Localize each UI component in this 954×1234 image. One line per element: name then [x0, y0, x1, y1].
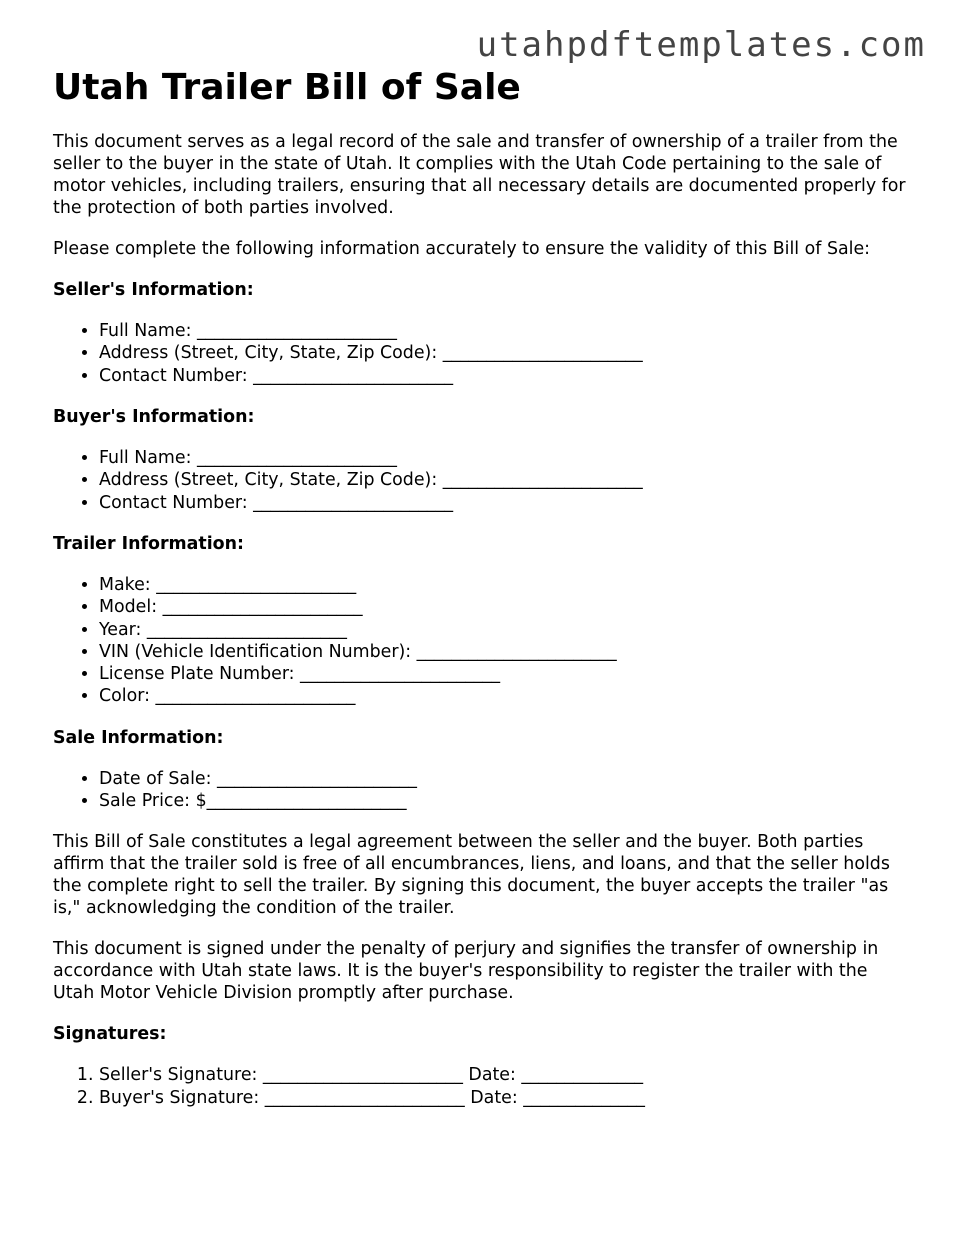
- trailer-model-field: • Model: _______________________: [99, 596, 913, 618]
- perjury-paragraph: This document is signed under the penalty of perjury and signifies the transfer of ownership in accordance with Utah state laws. It is the buyer's responsibility to register the trailer with the Utah Motor Vehicle Division promptly after purchase.: [53, 939, 879, 1004]
- trailer-plate-field: • License Plate Number: _______________________: [99, 663, 913, 685]
- trailer-heading: Trailer Information:: [53, 533, 244, 554]
- buyer-heading: Buyer's Information:: [53, 407, 255, 428]
- seller-full-name-field: • Full Name: _______________________: [99, 320, 913, 342]
- trailer-year-field: • Year: _______________________: [99, 619, 913, 641]
- buyer-list: [53, 447, 913, 514]
- signatures-heading: Signatures:: [53, 1024, 167, 1045]
- sale-date-field: • Date of Sale: _______________________: [99, 768, 913, 790]
- agreement-paragraph: This Bill of Sale constitutes a legal agreement between the seller and the buyer. Both parties affirm that the trailer sold is free of all encumbrances, liens, and loans, and that the seller holds the complete right to sell the trailer. By signing this document, the buyer accepts the trailer "as is," acknowledging the condition of the trailer.: [53, 832, 890, 919]
- seller-heading: Seller's Information:: [53, 280, 254, 301]
- buyer-signature-line: 2. Buyer's Signature: _______________________ Date: ______________: [99, 1087, 913, 1109]
- intro-paragraph: This document serves as a legal record of the sale and transfer of ownership of a trailer from the seller to the buyer in the state of Utah. It complies with the Utah Code pertaining to the sale of motor vehicles, including trailers, ensuring that all necessary details are documented properly for the protection of both parties involved.: [53, 132, 906, 219]
- document-body: [53, 66, 913, 1128]
- buyer-address-field: • Address (Street, City, State, Zip Code): _______________________: [99, 469, 913, 491]
- seller-signature-line: 1. Seller's Signature: _______________________ Date: ______________: [99, 1064, 913, 1086]
- trailer-list: [53, 574, 913, 708]
- trailer-color-field: • Color: _______________________: [99, 685, 913, 707]
- document-title: Utah Trailer Bill of Sale: [53, 67, 521, 108]
- seller-address-field: • Address (Street, City, State, Zip Code): _______________________: [99, 342, 913, 364]
- seller-contact-field: • Contact Number: _______________________: [99, 365, 913, 387]
- buyer-full-name-field: • Full Name: _______________________: [99, 447, 913, 469]
- sale-list: [53, 768, 913, 813]
- instruction-paragraph: Please complete the following information accurately to ensure the validity of this Bill of Sale:: [53, 239, 871, 260]
- trailer-vin-field: • VIN (Vehicle Identification Number): _______________________: [99, 641, 913, 663]
- watermark: utahpdftemplates.com: [476, 25, 926, 65]
- seller-list: [53, 320, 913, 387]
- sale-price-field: • Sale Price: $_______________________: [99, 790, 913, 812]
- signatures-list: [53, 1064, 913, 1109]
- sale-heading: Sale Information:: [53, 727, 224, 748]
- buyer-contact-field: • Contact Number: _______________________: [99, 492, 913, 514]
- trailer-make-field: • Make: _______________________: [99, 574, 913, 596]
